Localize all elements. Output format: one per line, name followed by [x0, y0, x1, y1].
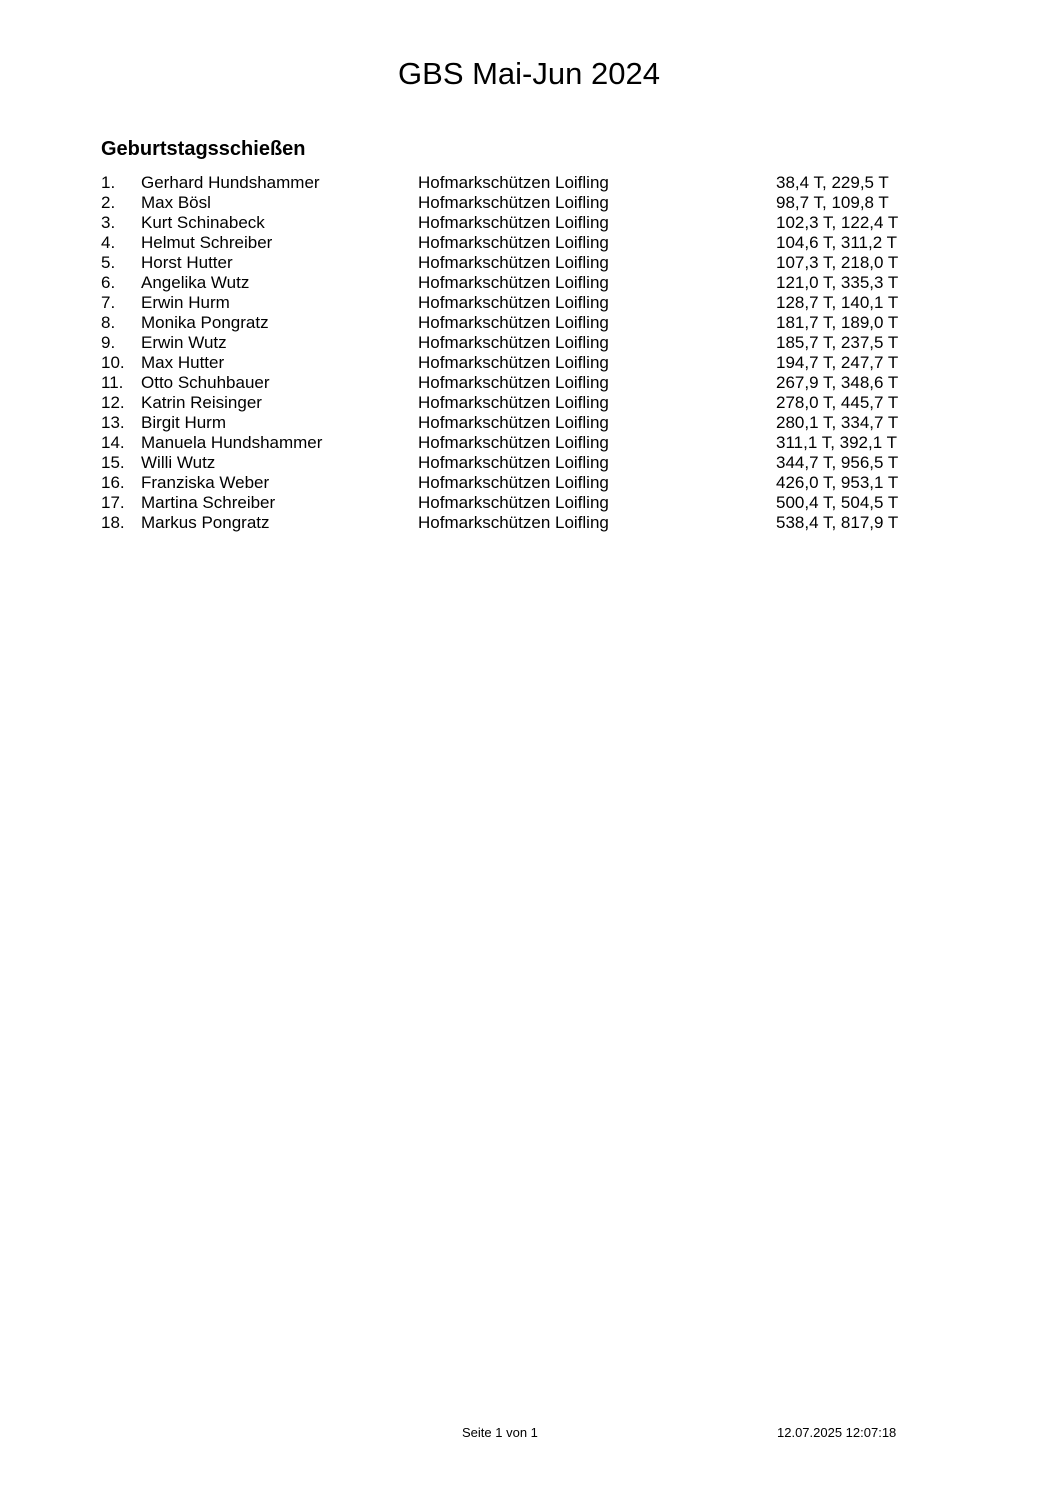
result-club: Hofmarkschützen Loifling — [418, 213, 609, 232]
result-rank: 6. — [101, 273, 116, 292]
result-row — [101, 173, 921, 193]
result-name: Manuela Hundshammer — [141, 433, 323, 452]
result-rank: 12. — [101, 393, 125, 412]
result-score: 278,0 T, 445,7 T — [776, 393, 899, 412]
result-score: 181,7 T, 189,0 T — [776, 313, 899, 332]
result-club: Hofmarkschützen Loifling — [418, 413, 609, 432]
result-score: 280,1 T, 334,7 T — [776, 413, 899, 432]
result-row — [101, 473, 921, 493]
result-score: 267,9 T, 348,6 T — [776, 373, 899, 392]
result-rank: 3. — [101, 213, 116, 232]
result-row — [101, 393, 921, 413]
result-rank: 7. — [101, 293, 116, 312]
result-score: 185,7 T, 237,5 T — [776, 333, 899, 352]
result-score: 38,4 T, 229,5 T — [776, 173, 889, 192]
result-score: 102,3 T, 122,4 T — [776, 213, 899, 232]
result-name: Katrin Reisinger — [141, 393, 262, 412]
result-score: 98,7 T, 109,8 T — [776, 193, 889, 212]
result-club: Hofmarkschützen Loifling — [418, 493, 609, 512]
result-rank: 18. — [101, 513, 125, 532]
result-club: Hofmarkschützen Loifling — [418, 473, 609, 492]
result-name: Helmut Schreiber — [141, 233, 273, 252]
result-name: Otto Schuhbauer — [141, 373, 270, 392]
result-row — [101, 193, 921, 213]
result-club: Hofmarkschützen Loifling — [418, 333, 609, 352]
result-rank: 17. — [101, 493, 125, 512]
result-rank: 11. — [101, 373, 124, 392]
result-rank: 15. — [101, 453, 125, 472]
result-row — [101, 213, 921, 233]
result-club: Hofmarkschützen Loifling — [418, 193, 609, 212]
result-name: Angelika Wutz — [141, 273, 250, 292]
result-name: Erwin Wutz — [141, 333, 227, 352]
result-score: 344,7 T, 956,5 T — [776, 453, 899, 472]
results-list — [101, 173, 921, 533]
footer-page-number: Seite 1 von 1 — [462, 1425, 538, 1440]
result-rank: 5. — [101, 253, 116, 272]
result-row — [101, 273, 921, 293]
result-score: 538,4 T, 817,9 T — [776, 513, 899, 532]
result-club: Hofmarkschützen Loifling — [418, 253, 609, 272]
result-club: Hofmarkschützen Loifling — [418, 173, 609, 192]
result-score: 426,0 T, 953,1 T — [776, 473, 899, 492]
result-name: Erwin Hurm — [141, 293, 230, 312]
result-club: Hofmarkschützen Loifling — [418, 293, 609, 312]
result-score: 128,7 T, 140,1 T — [776, 293, 899, 312]
result-score: 107,3 T, 218,0 T — [776, 253, 899, 272]
result-rank: 9. — [101, 333, 116, 352]
result-score: 311,1 T, 392,1 T — [776, 433, 897, 452]
result-row — [101, 453, 921, 473]
result-rank: 8. — [101, 313, 116, 332]
result-name: Horst Hutter — [141, 253, 233, 272]
result-name: Max Hutter — [141, 353, 225, 372]
result-club: Hofmarkschützen Loifling — [418, 393, 609, 412]
result-row — [101, 433, 921, 453]
result-club: Hofmarkschützen Loifling — [418, 273, 609, 292]
result-score: 121,0 T, 335,3 T — [776, 273, 899, 292]
result-rank: 14. — [101, 433, 125, 452]
result-row — [101, 413, 921, 433]
result-name: Martina Schreiber — [141, 493, 276, 512]
result-row — [101, 513, 921, 533]
result-club: Hofmarkschützen Loifling — [418, 433, 609, 452]
result-row — [101, 493, 921, 513]
result-score: 194,7 T, 247,7 T — [776, 353, 899, 372]
result-name: Willi Wutz — [141, 453, 216, 472]
result-name: Gerhard Hundshammer — [141, 173, 320, 192]
result-row — [101, 373, 921, 393]
result-row — [101, 253, 921, 273]
result-rank: 16. — [101, 473, 125, 492]
result-club: Hofmarkschützen Loifling — [418, 353, 609, 372]
result-row — [101, 313, 921, 333]
result-name: Birgit Hurm — [141, 413, 227, 432]
result-club: Hofmarkschützen Loifling — [418, 453, 609, 472]
result-club: Hofmarkschützen Loifling — [418, 233, 609, 252]
result-name: Kurt Schinabeck — [141, 213, 265, 232]
result-row — [101, 333, 921, 353]
result-rank: 10. — [101, 353, 125, 372]
result-rank: 13. — [101, 413, 125, 432]
result-club: Hofmarkschützen Loifling — [418, 313, 609, 332]
result-row — [101, 293, 921, 313]
page-title: GBS Mai-Jun 2024 — [398, 56, 660, 91]
result-name: Max Bösl — [141, 193, 211, 212]
result-club: Hofmarkschützen Loifling — [418, 373, 609, 392]
result-rank: 1. — [101, 173, 116, 192]
footer-timestamp: 12.07.2025 12:07:18 — [777, 1425, 897, 1440]
result-row — [101, 233, 921, 253]
result-score: 500,4 T, 504,5 T — [776, 493, 899, 512]
result-name: Markus Pongratz — [141, 513, 270, 532]
result-rank: 4. — [101, 233, 116, 252]
result-club: Hofmarkschützen Loifling — [418, 513, 609, 532]
result-score: 104,6 T, 311,2 T — [776, 233, 897, 252]
result-row — [101, 353, 921, 373]
result-name: Monika Pongratz — [141, 313, 269, 332]
result-name: Franziska Weber — [141, 473, 270, 492]
result-rank: 2. — [101, 193, 116, 212]
section-title: Geburtstagsschießen — [101, 138, 306, 160]
